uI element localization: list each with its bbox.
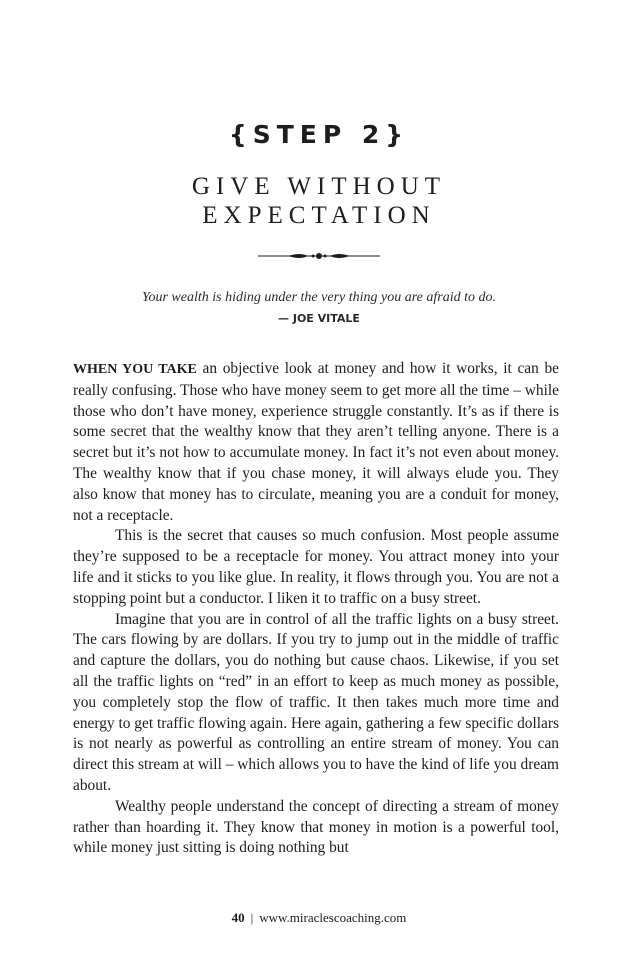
paragraph-4: Wealthy people understand the concept of directing a stream of money rather than hoarding it. They know that money in motion is a powerful tool, while money just sitting is doing nothing but xyxy=(73,797,559,857)
chapter-title xyxy=(0,172,638,230)
page-footer xyxy=(0,910,638,926)
epigraph-quote: Your wealth is hiding under the very thing you are afraid to do. xyxy=(141,290,496,305)
paragraph-1-text: an objective look at money and how it works, it can be really confusing. Those who have money seem to get more all the time – while those who don’t have money, experience struggle constantly. It’s as if there is some secret that the wealthy know that they aren’t telling anyone. There is a secret but it’s not how to accumulate money. In fact it’s not even about money. The wealthy know that if you chase money, it will always elude you. They also know that money has to circulate, meaning you are a conduit for money, not a receptacle. xyxy=(73,360,559,524)
epigraph-attribution: — JOE VITALE xyxy=(278,312,360,325)
chapter-title-line-1: GIVE WITHOUT xyxy=(191,173,447,200)
paragraph-2: This is the secret that causes so much confusion. Most people assume they’re supposed to be a receptacle for money. You attract money into your life and it sticks to you like glue. In reality, it flows through you. You are not a stopping point but a conductor. I liken it to traffic on a busy street. xyxy=(73,527,559,607)
body-text xyxy=(73,359,559,859)
chapter-title-line-2: EXPECTATION xyxy=(202,202,436,229)
footer-separator: | xyxy=(250,910,254,925)
paragraph-1 xyxy=(73,359,559,526)
footer-website: www.miraclescoaching.com xyxy=(259,910,407,925)
page-number: 40 xyxy=(231,910,245,925)
paragraph-lead-in: WHEN YOU TAKE xyxy=(73,362,197,377)
paragraph-3: Imagine that you are in control of all the traffic lights on a busy street. The cars flowing by are dollars. If you try to jump out in the middle of traffic and capture the dollars, you do nothing but cause chaos. Likewise, if you set all the traffic lights on “red” in an effort to keep as much money as possible, you completely stop the flow of traffic. It then takes much more time and energy to get traffic flowing again. Here again, gathering a few specific dollars is not nearly as powerful as controlling an entire stream of money. You can direct this stream at will – which allows you to have the kind of life you dream about. xyxy=(73,610,559,794)
step-heading: {STEP 2} xyxy=(228,120,410,149)
ornament-divider-icon xyxy=(258,250,380,262)
